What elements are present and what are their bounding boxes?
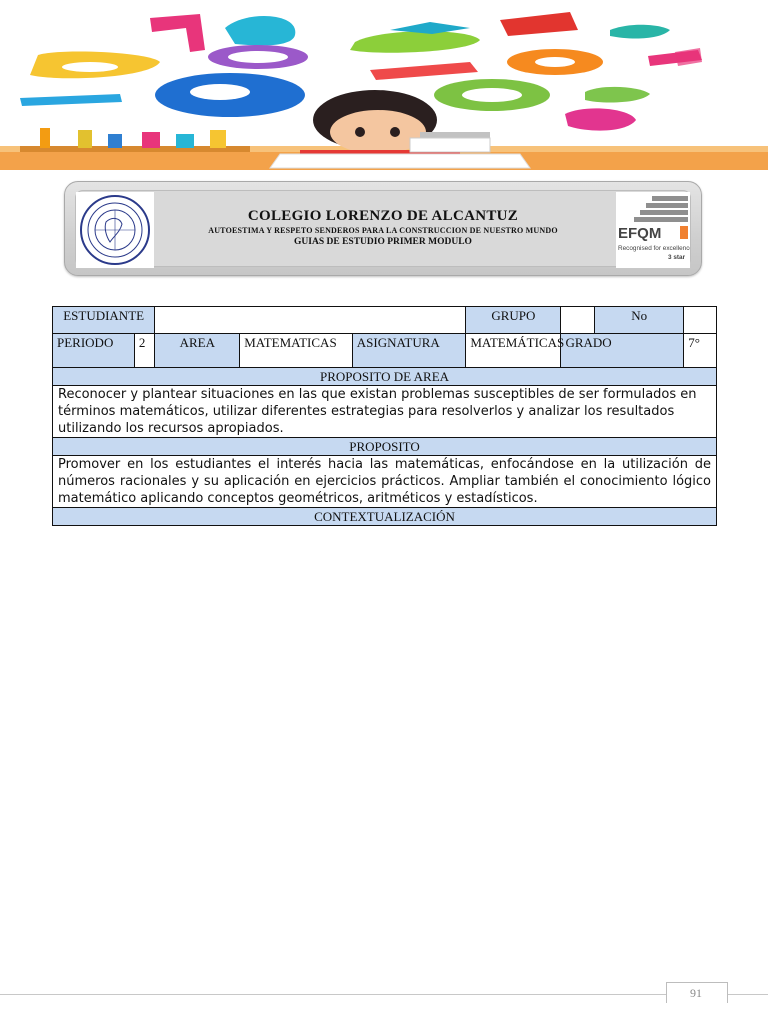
number-value-cell[interactable] bbox=[684, 307, 717, 334]
school-seal-logo bbox=[76, 192, 154, 268]
purpose-heading: PROPOSITO bbox=[53, 438, 717, 456]
guide-title: GUIAS DE ESTUDIO PRIMER MODULO bbox=[294, 237, 472, 247]
area-purpose-row bbox=[53, 386, 717, 438]
group-label: GRUPO bbox=[466, 307, 561, 334]
period-label: PERIODO bbox=[53, 334, 135, 368]
table-row-student bbox=[53, 307, 717, 334]
student-label: ESTUDIANTE bbox=[53, 307, 155, 334]
efqm-caption-text: Recognised for excellence bbox=[618, 245, 690, 252]
grade-value: 7° bbox=[684, 334, 717, 368]
footer-divider bbox=[0, 994, 768, 995]
context-heading: CONTEXTUALIZACIÓN bbox=[53, 508, 717, 526]
school-motto: AUTOESTIMA Y RESPETO SENDEROS PARA LA CONSTRUCCION DE NUESTRO MUNDO bbox=[208, 226, 558, 235]
efqm-logo bbox=[616, 192, 690, 268]
student-value-cell[interactable] bbox=[155, 307, 466, 334]
period-value: 2 bbox=[134, 334, 154, 368]
group-value-cell[interactable] bbox=[561, 307, 595, 334]
purpose-heading-row bbox=[53, 438, 717, 456]
efqm-brand-text: EFQM bbox=[618, 225, 662, 242]
context-heading-row bbox=[53, 508, 717, 526]
area-purpose-text: Reconocer y plantear situaciones en las que existan problemas susceptibles de ser formulados en términos matemáticos, utilizar diferentes estrategias para resolverlos y analizar los resultados utilizando los recursos apropiados. bbox=[53, 386, 717, 438]
purpose-row bbox=[53, 456, 717, 508]
numbers-kid-illustration bbox=[0, 0, 768, 170]
school-name: COLEGIO LORENZO DE ALCANTUZ bbox=[247, 208, 519, 224]
table-row-period bbox=[53, 334, 717, 368]
header-banner-illustration bbox=[0, 0, 768, 170]
number-label: No bbox=[595, 307, 684, 334]
purpose-text: Promover en los estudiantes el interés hacia las matemáticas, enfocándose en la utilización de números racionales y su aplicación en ejercicios prácticos. Ampliar también el conocimiento lógico matemático aplicando conceptos geométricos, aritméticos y estadísticos. bbox=[53, 456, 717, 508]
area-purpose-heading-row bbox=[53, 368, 717, 386]
student-info-table bbox=[52, 306, 717, 526]
page-number: 91 bbox=[690, 986, 702, 1000]
area-label: AREA bbox=[155, 334, 240, 368]
efqm-stars-text: 3 star bbox=[668, 254, 686, 261]
subject-value: MATEMÁTICAS bbox=[466, 334, 561, 368]
subject-label: ASIGNATURA bbox=[352, 334, 466, 368]
area-purpose-heading: PROPOSITO DE AREA bbox=[53, 368, 717, 386]
grade-label: GRADO bbox=[561, 334, 684, 368]
area-value: MATEMATICAS bbox=[240, 334, 353, 368]
